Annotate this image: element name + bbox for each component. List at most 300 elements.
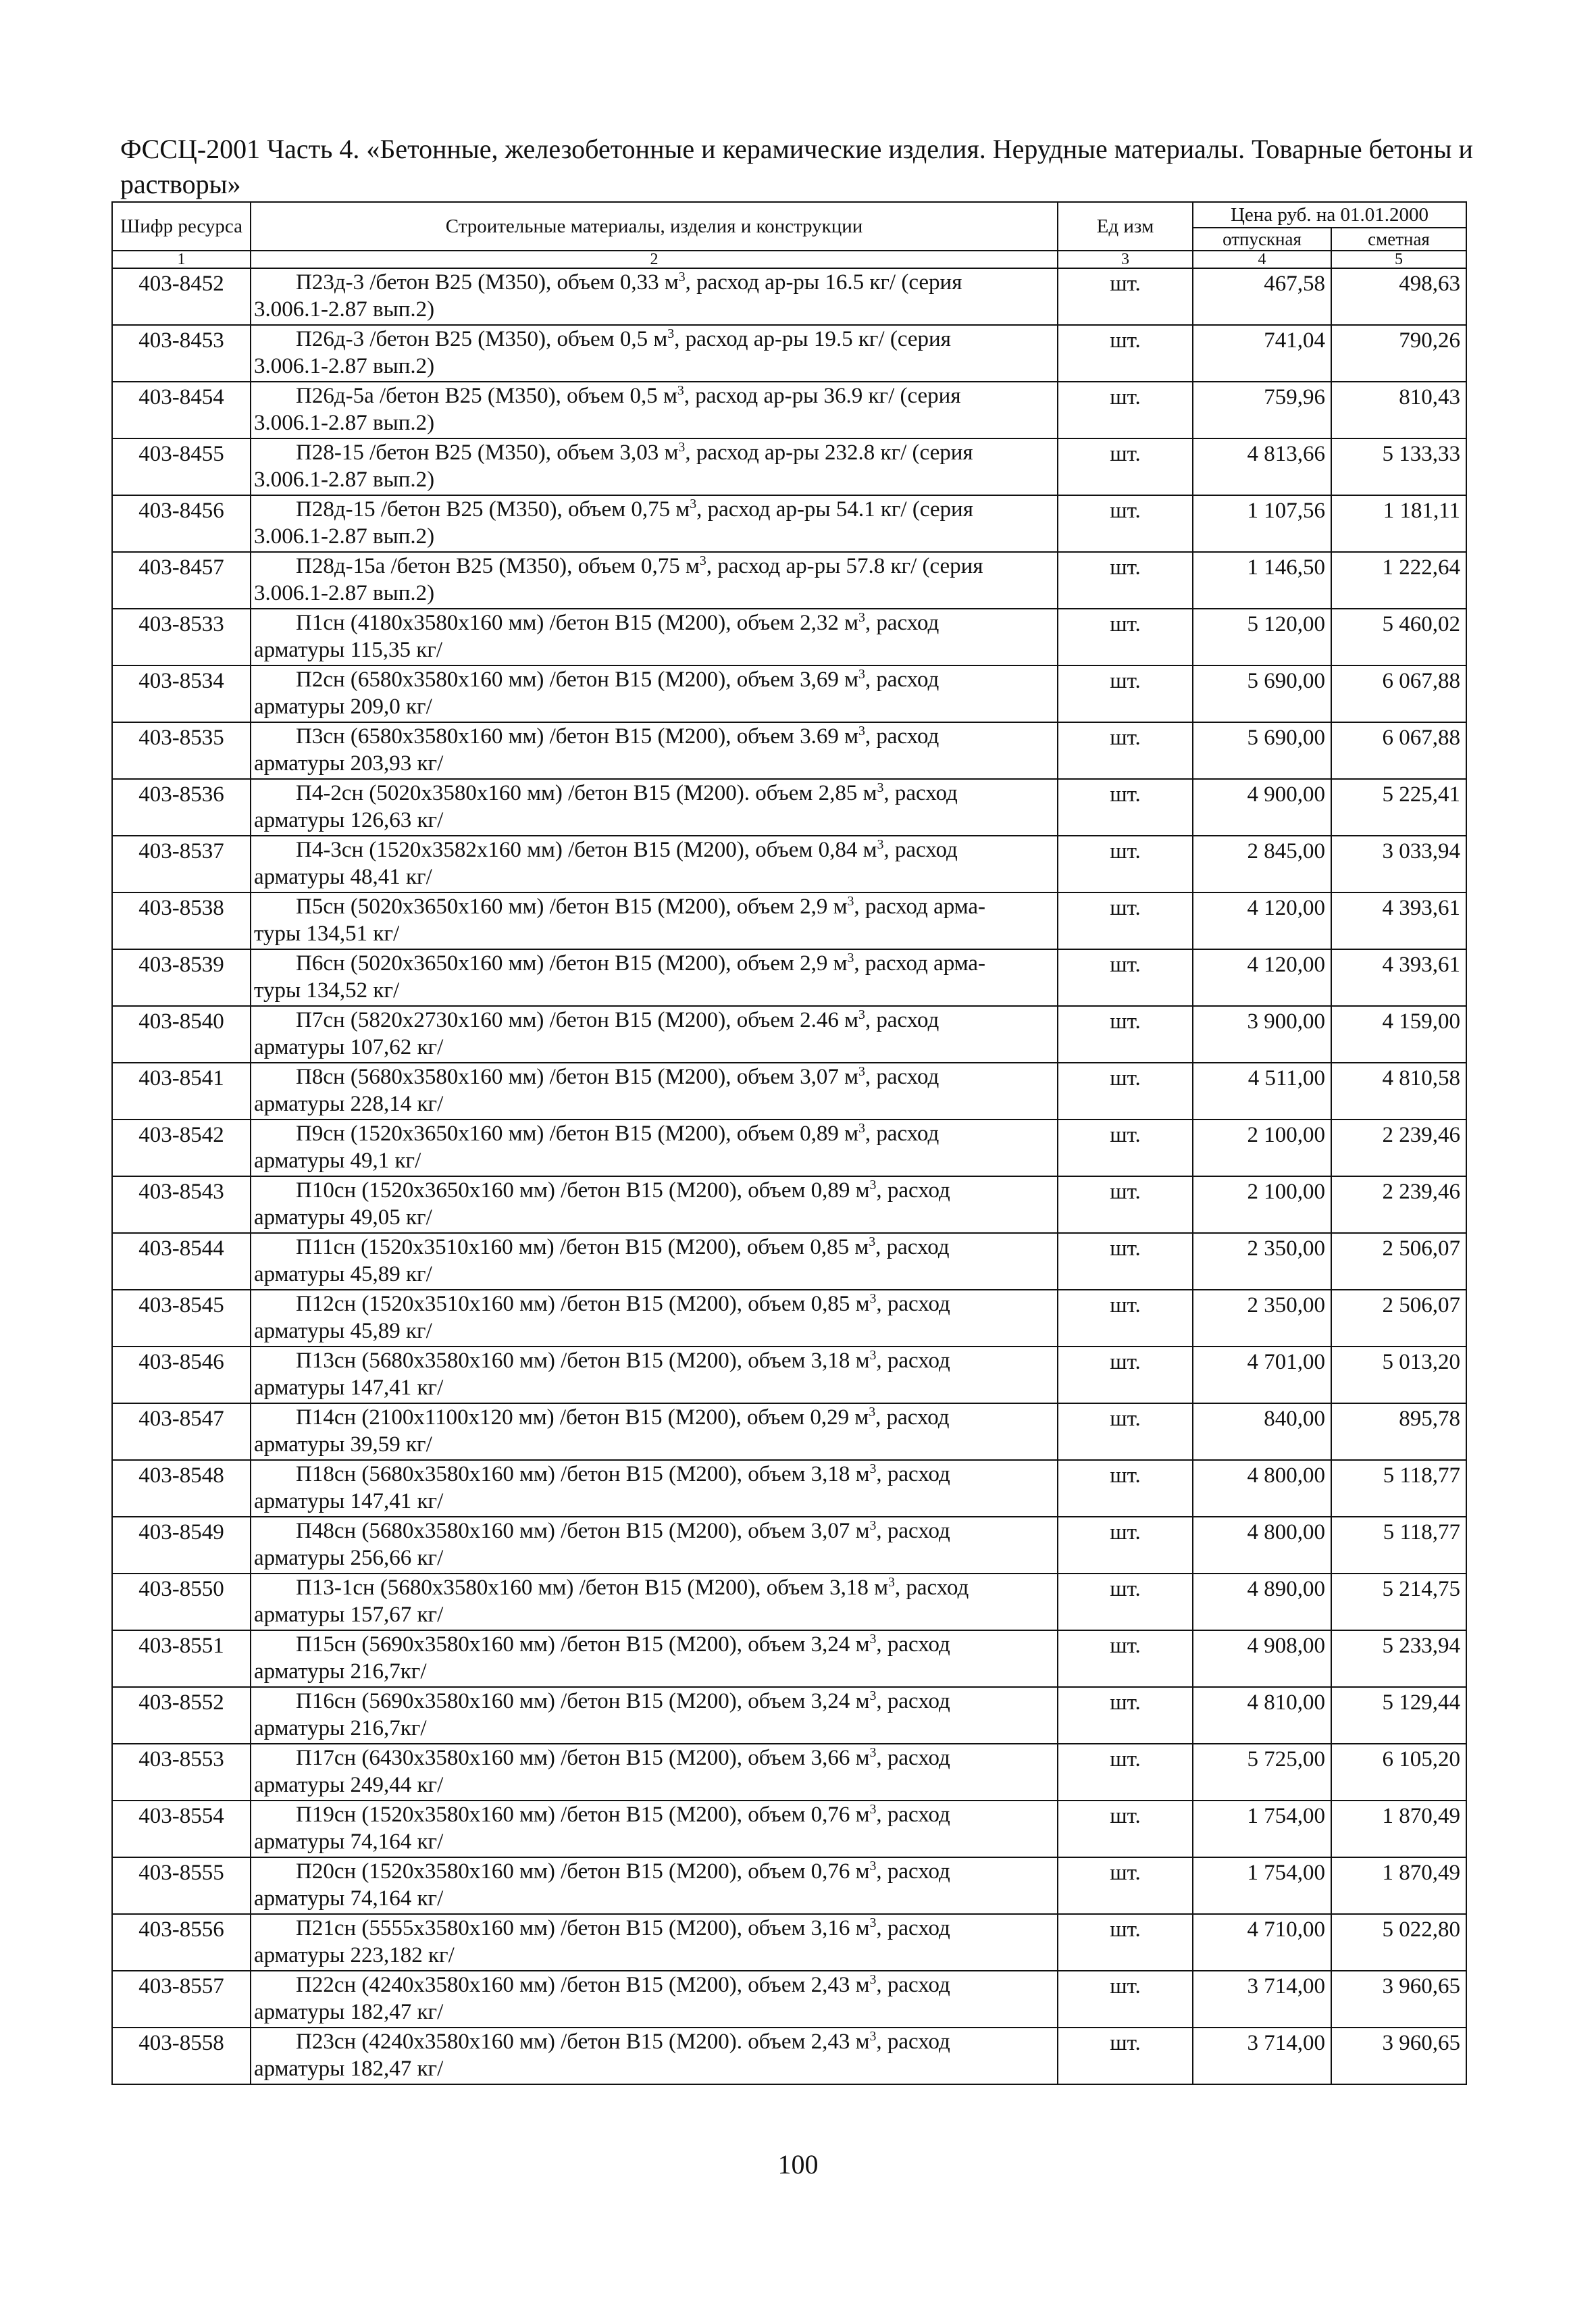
name-line1-tail: , расход bbox=[876, 2030, 950, 2054]
cell-name bbox=[251, 1120, 1058, 1176]
cell-name bbox=[251, 1176, 1058, 1233]
cell-name bbox=[251, 1063, 1058, 1120]
cell-code: 403-8534 bbox=[112, 665, 251, 722]
cell-code: 403-8550 bbox=[112, 1574, 251, 1630]
name-line2: арматуры 126,63 кг/ bbox=[254, 808, 444, 832]
table-header bbox=[112, 202, 1466, 268]
name-line2: арматуры 157,67 кг/ bbox=[254, 1603, 444, 1627]
name-line1-tail: , расход bbox=[876, 1973, 950, 1997]
cell-unit: шт. bbox=[1058, 325, 1193, 382]
unit-superscript: 3 bbox=[847, 951, 854, 965]
cell-name bbox=[251, 1744, 1058, 1801]
unit-superscript: 3 bbox=[869, 1234, 876, 1249]
cell-code: 403-8553 bbox=[112, 1744, 251, 1801]
cell-code: 403-8545 bbox=[112, 1290, 251, 1347]
name-line1-tail: , расход bbox=[865, 1122, 939, 1146]
price-table-container bbox=[111, 201, 1466, 2085]
cell-unit: шт. bbox=[1058, 495, 1193, 552]
name-line1-tail: , расход bbox=[876, 1519, 950, 1543]
unit-superscript: 3 bbox=[877, 837, 884, 852]
cell-price-estimate: 6 067,88 bbox=[1331, 665, 1466, 722]
cell-price-wholesale: 4 120,00 bbox=[1193, 949, 1331, 1006]
name-line2: арматуры 228,14 кг/ bbox=[254, 1092, 444, 1116]
name-line1-tail: , расход ар-ры 19.5 кг/ (серия bbox=[674, 327, 951, 351]
cell-name bbox=[251, 1290, 1058, 1347]
cell-price-estimate: 2 506,07 bbox=[1331, 1290, 1466, 1347]
table-row bbox=[112, 1120, 1466, 1176]
name-line2: 3.006.1-2.87 вып.2) bbox=[254, 581, 435, 605]
cell-code: 403-8551 bbox=[112, 1630, 251, 1687]
unit-superscript: 3 bbox=[699, 553, 706, 568]
cell-code: 403-8540 bbox=[112, 1006, 251, 1063]
cell-price-wholesale: 5 725,00 bbox=[1193, 1744, 1331, 1801]
name-line1: П28д-15а /бетон В25 (М350), объем 0,75 м bbox=[296, 554, 700, 578]
name-line1-tail: , расход ар-ры 36.9 кг/ (серия bbox=[684, 384, 961, 408]
header-line-2: растворы» bbox=[120, 169, 241, 199]
table-row bbox=[112, 495, 1466, 552]
column-number: 5 bbox=[1331, 251, 1466, 268]
cell-name bbox=[251, 552, 1058, 609]
name-line2: арматуры 107,62 кг/ bbox=[254, 1035, 444, 1059]
cell-name bbox=[251, 1857, 1058, 1914]
cell-price-wholesale: 4 810,00 bbox=[1193, 1687, 1331, 1744]
cell-unit: шт. bbox=[1058, 552, 1193, 609]
name-line1-tail: , расход bbox=[876, 1178, 950, 1203]
cell-price-estimate: 3 033,94 bbox=[1331, 836, 1466, 892]
name-line1: П8сн (5680x3580x160 мм) /бетон В15 (М200), объем 3,07 м bbox=[296, 1065, 858, 1089]
name-line2: арматуры 74,164 кг/ bbox=[254, 1830, 444, 1854]
cell-price-estimate: 1 870,49 bbox=[1331, 1857, 1466, 1914]
cell-price-estimate: 5 129,44 bbox=[1331, 1687, 1466, 1744]
cell-unit: шт. bbox=[1058, 1914, 1193, 1971]
cell-unit: шт. bbox=[1058, 1460, 1193, 1517]
cell-code: 403-8558 bbox=[112, 2028, 251, 2084]
cell-name bbox=[251, 1460, 1058, 1517]
name-line2: 3.006.1-2.87 вып.2) bbox=[254, 354, 435, 378]
table-row bbox=[112, 438, 1466, 495]
cell-code: 403-8548 bbox=[112, 1460, 251, 1517]
name-line1: П23сн (4240x3580x160 мм) /бетон В15 (М200). объем 2,43 м bbox=[296, 2030, 870, 2054]
unit-superscript: 3 bbox=[858, 1121, 865, 1136]
cell-price-estimate: 498,63 bbox=[1331, 268, 1466, 325]
cell-code: 403-8456 bbox=[112, 495, 251, 552]
cell-code: 403-8538 bbox=[112, 892, 251, 949]
name-line1: П10сн (1520x3650x160 мм) /бетон В15 (М200), объем 0,89 м bbox=[296, 1178, 870, 1203]
cell-price-wholesale: 2 100,00 bbox=[1193, 1120, 1331, 1176]
cell-name bbox=[251, 268, 1058, 325]
cell-price-wholesale: 2 100,00 bbox=[1193, 1176, 1331, 1233]
cell-price-estimate: 3 960,65 bbox=[1331, 2028, 1466, 2084]
name-line2: арматуры 115,35 кг/ bbox=[254, 638, 443, 662]
cell-price-estimate: 5 233,94 bbox=[1331, 1630, 1466, 1687]
unit-superscript: 3 bbox=[869, 1348, 877, 1363]
cell-name bbox=[251, 1517, 1058, 1574]
name-line1: П1сн (4180x3580x160 мм) /бетон В15 (М200), объем 2,32 м bbox=[296, 611, 858, 635]
name-line1-tail: , расход bbox=[865, 1065, 939, 1089]
table-row bbox=[112, 779, 1466, 836]
name-line1-tail: , расход bbox=[875, 1235, 950, 1259]
header-price-wholesale: отпускная bbox=[1193, 228, 1331, 251]
cell-name bbox=[251, 1801, 1058, 1857]
cell-price-estimate: 5 460,02 bbox=[1331, 609, 1466, 665]
cell-code: 403-8556 bbox=[112, 1914, 251, 1971]
cell-code: 403-8544 bbox=[112, 1233, 251, 1290]
table-row bbox=[112, 1517, 1466, 1574]
cell-unit: шт. bbox=[1058, 892, 1193, 949]
cell-price-estimate: 4 393,61 bbox=[1331, 949, 1466, 1006]
column-number: 2 bbox=[251, 251, 1058, 268]
cell-name bbox=[251, 1687, 1058, 1744]
name-line1-tail: , расход bbox=[883, 838, 958, 862]
table-row bbox=[112, 2028, 1466, 2084]
cell-unit: шт. bbox=[1058, 1063, 1193, 1120]
cell-unit: шт. bbox=[1058, 949, 1193, 1006]
unit-superscript: 3 bbox=[858, 667, 865, 682]
cell-price-estimate: 2 506,07 bbox=[1331, 1233, 1466, 1290]
unit-superscript: 3 bbox=[869, 1745, 877, 1760]
table-row bbox=[112, 325, 1466, 382]
cell-price-wholesale: 4 800,00 bbox=[1193, 1460, 1331, 1517]
cell-unit: шт. bbox=[1058, 268, 1193, 325]
cell-unit: шт. bbox=[1058, 438, 1193, 495]
cell-price-wholesale: 741,04 bbox=[1193, 325, 1331, 382]
table-row bbox=[112, 1857, 1466, 1914]
cell-unit: шт. bbox=[1058, 1801, 1193, 1857]
cell-price-estimate: 895,78 bbox=[1331, 1403, 1466, 1460]
cell-price-wholesale: 2 350,00 bbox=[1193, 1233, 1331, 1290]
name-line1: П19сн (1520x3580x160 мм) /бетон В15 (М200), объем 0,76 м bbox=[296, 1803, 870, 1827]
cell-unit: шт. bbox=[1058, 836, 1193, 892]
cell-unit: шт. bbox=[1058, 1630, 1193, 1687]
cell-price-wholesale: 840,00 bbox=[1193, 1403, 1331, 1460]
name-line1: П5сн (5020x3650x160 мм) /бетон В15 (М200), объем 2,9 м bbox=[296, 895, 848, 919]
cell-name bbox=[251, 779, 1058, 836]
name-line1-tail: , расход bbox=[876, 1462, 950, 1486]
cell-price-estimate: 5 214,75 bbox=[1331, 1574, 1466, 1630]
name-line1-tail: , расход bbox=[876, 1689, 950, 1713]
name-line2: 3.006.1-2.87 вып.2) bbox=[254, 468, 435, 492]
cell-code: 403-8555 bbox=[112, 1857, 251, 1914]
name-line1-tail: , расход bbox=[876, 1803, 950, 1827]
cell-name bbox=[251, 382, 1058, 438]
name-line2: арматуры 39,59 кг/ bbox=[254, 1432, 432, 1457]
unit-superscript: 3 bbox=[678, 270, 686, 284]
name-line2: арматуры 203,93 кг/ bbox=[254, 751, 444, 776]
name-line1: П13-1сн (5680x3580x160 мм) /бетон В15 (М200), объем 3,18 м bbox=[296, 1576, 888, 1600]
name-line1-tail: , расход ар-ры 54.1 кг/ (серия bbox=[696, 497, 973, 522]
cell-price-estimate: 1 222,64 bbox=[1331, 552, 1466, 609]
name-line1-tail: , расход bbox=[876, 1746, 950, 1770]
name-line1: П20сн (1520x3580x160 мм) /бетон В15 (М200), объем 0,76 м bbox=[296, 1859, 870, 1884]
cell-unit: шт. bbox=[1058, 1006, 1193, 1063]
name-line1: П15сн (5690x3580x160 мм) /бетон В15 (М200), объем 3,24 м bbox=[296, 1632, 870, 1657]
cell-price-estimate: 2 239,46 bbox=[1331, 1120, 1466, 1176]
cell-price-wholesale: 2 350,00 bbox=[1193, 1290, 1331, 1347]
cell-code: 403-8539 bbox=[112, 949, 251, 1006]
table-row bbox=[112, 552, 1466, 609]
cell-name bbox=[251, 836, 1058, 892]
cell-code: 403-8454 bbox=[112, 382, 251, 438]
unit-superscript: 3 bbox=[869, 1688, 877, 1703]
cell-code: 403-8452 bbox=[112, 268, 251, 325]
name-line1: П18сн (5680x3580x160 мм) /бетон В15 (М200), объем 3,18 м bbox=[296, 1462, 870, 1486]
name-line1: П9сн (1520x3650x160 мм) /бетон В15 (М200), объем 0,89 м bbox=[296, 1122, 858, 1146]
column-number: 3 bbox=[1058, 251, 1193, 268]
name-line1-tail: , расход bbox=[865, 668, 939, 692]
cell-name bbox=[251, 722, 1058, 779]
table-body bbox=[112, 268, 1466, 2084]
cell-unit: шт. bbox=[1058, 1120, 1193, 1176]
cell-price-estimate: 4 159,00 bbox=[1331, 1006, 1466, 1063]
cell-code: 403-8542 bbox=[112, 1120, 251, 1176]
cell-unit: шт. bbox=[1058, 722, 1193, 779]
table-row bbox=[112, 1233, 1466, 1290]
cell-code: 403-8537 bbox=[112, 836, 251, 892]
cell-unit: шт. bbox=[1058, 1233, 1193, 1290]
cell-code: 403-8552 bbox=[112, 1687, 251, 1744]
cell-code: 403-8536 bbox=[112, 779, 251, 836]
name-line1-tail: , расход bbox=[876, 1292, 950, 1316]
cell-price-wholesale: 5 120,00 bbox=[1193, 609, 1331, 665]
cell-unit: шт. bbox=[1058, 665, 1193, 722]
name-line1-tail: , расход bbox=[865, 724, 939, 749]
unit-superscript: 3 bbox=[869, 1461, 877, 1476]
cell-unit: шт. bbox=[1058, 609, 1193, 665]
table-row bbox=[112, 1347, 1466, 1403]
name-line2: арматуры 216,7кг/ bbox=[254, 1659, 427, 1684]
cell-price-wholesale: 4 710,00 bbox=[1193, 1914, 1331, 1971]
name-line2: арматуры 49,1 кг/ bbox=[254, 1149, 421, 1173]
table-row bbox=[112, 1630, 1466, 1687]
unit-superscript: 3 bbox=[858, 1064, 865, 1079]
name-line1: П3сн (6580x3580x160 мм) /бетон В15 (М200), объем 3.69 м bbox=[296, 724, 858, 749]
name-line1: П23д-3 /бетон В25 (М350), объем 0,33 м bbox=[296, 270, 679, 295]
cell-name bbox=[251, 1574, 1058, 1630]
cell-unit: шт. bbox=[1058, 1574, 1193, 1630]
name-line2: арматуры 182,47 кг/ bbox=[254, 2057, 444, 2081]
unit-superscript: 3 bbox=[677, 383, 684, 398]
name-line1: П26д-3 /бетон В25 (М350), объем 0,5 м bbox=[296, 327, 668, 351]
name-line1-tail: , расход bbox=[894, 1576, 969, 1600]
unit-superscript: 3 bbox=[869, 1518, 877, 1533]
cell-price-wholesale: 4 900,00 bbox=[1193, 779, 1331, 836]
unit-superscript: 3 bbox=[877, 780, 884, 795]
name-line2: арматуры 147,41 кг/ bbox=[254, 1489, 444, 1513]
cell-unit: шт. bbox=[1058, 779, 1193, 836]
unit-superscript: 3 bbox=[869, 1859, 877, 1873]
cell-name bbox=[251, 892, 1058, 949]
table-row bbox=[112, 1403, 1466, 1460]
table-row bbox=[112, 1176, 1466, 1233]
cell-name bbox=[251, 1630, 1058, 1687]
cell-name bbox=[251, 2028, 1058, 2084]
cell-unit: шт. bbox=[1058, 1290, 1193, 1347]
cell-unit: шт. bbox=[1058, 1744, 1193, 1801]
name-line2: арматуры 216,7кг/ bbox=[254, 1716, 427, 1740]
cell-price-wholesale: 1 754,00 bbox=[1193, 1857, 1331, 1914]
cell-price-estimate: 5 133,33 bbox=[1331, 438, 1466, 495]
name-line2: 3.006.1-2.87 вып.2) bbox=[254, 297, 435, 322]
cell-code: 403-8541 bbox=[112, 1063, 251, 1120]
unit-superscript: 3 bbox=[869, 1291, 877, 1306]
cell-price-wholesale: 4 120,00 bbox=[1193, 892, 1331, 949]
cell-unit: шт. bbox=[1058, 1347, 1193, 1403]
cell-price-wholesale: 759,96 bbox=[1193, 382, 1331, 438]
cell-code: 403-8535 bbox=[112, 722, 251, 779]
name-line1: П14сн (2100x1100x120 мм) /бетон В15 (М200), объем 0,29 м bbox=[296, 1405, 869, 1430]
name-line1: П4-2сн (5020x3580x160 мм) /бетон В15 (М200). объем 2,85 м bbox=[296, 781, 877, 805]
cell-price-estimate: 6 067,88 bbox=[1331, 722, 1466, 779]
name-line1: П12сн (1520x3510x160 мм) /бетон В15 (М200), объем 0,85 м bbox=[296, 1292, 870, 1316]
price-table bbox=[111, 201, 1467, 2085]
table-row bbox=[112, 836, 1466, 892]
unit-superscript: 3 bbox=[690, 497, 697, 511]
name-line1: П26д-5а /бетон В25 (М350), объем 0,5 м bbox=[296, 384, 677, 408]
name-line1-tail: , расход bbox=[875, 1405, 950, 1430]
cell-code: 403-8547 bbox=[112, 1403, 251, 1460]
name-line2: арматуры 49,05 кг/ bbox=[254, 1205, 432, 1230]
cell-code: 403-8543 bbox=[112, 1176, 251, 1233]
name-line1-tail: , расход арма- bbox=[854, 895, 986, 919]
cell-unit: шт. bbox=[1058, 1403, 1193, 1460]
cell-price-wholesale: 4 511,00 bbox=[1193, 1063, 1331, 1120]
name-line1: П4-3сн (1520x3582x160 мм) /бетон В15 (М200), объем 0,84 м bbox=[296, 838, 877, 862]
name-line2: арматуры 223,182 кг/ bbox=[254, 1943, 455, 1967]
name-line2: арматуры 74,164 кг/ bbox=[254, 1886, 444, 1911]
header-price: Цена руб. на 01.01.2000 bbox=[1193, 202, 1466, 228]
cell-price-wholesale: 4 908,00 bbox=[1193, 1630, 1331, 1687]
unit-superscript: 3 bbox=[869, 1178, 877, 1192]
name-line2: арматуры 45,89 кг/ bbox=[254, 1262, 432, 1286]
cell-price-estimate: 5 013,20 bbox=[1331, 1347, 1466, 1403]
table-row bbox=[112, 1687, 1466, 1744]
name-line1-tail: , расход арма- bbox=[854, 951, 986, 976]
header-price-estimate: сметная bbox=[1331, 228, 1466, 251]
document-header bbox=[120, 132, 1491, 202]
table-row bbox=[112, 1006, 1466, 1063]
unit-superscript: 3 bbox=[869, 2029, 877, 2044]
header-unit: Ед изм bbox=[1058, 202, 1193, 251]
cell-price-wholesale: 3 900,00 bbox=[1193, 1006, 1331, 1063]
cell-price-estimate: 1 181,11 bbox=[1331, 495, 1466, 552]
cell-price-estimate: 810,43 bbox=[1331, 382, 1466, 438]
cell-name bbox=[251, 1347, 1058, 1403]
cell-price-wholesale: 4 813,66 bbox=[1193, 438, 1331, 495]
cell-price-estimate: 5 225,41 bbox=[1331, 779, 1466, 836]
unit-superscript: 3 bbox=[858, 1007, 865, 1022]
name-line1: П22сн (4240x3580x160 мм) /бетон В15 (М200), объем 2,43 м bbox=[296, 1973, 870, 1997]
column-number: 4 bbox=[1193, 251, 1331, 268]
name-line2: арматуры 209,0 кг/ bbox=[254, 695, 432, 719]
cell-name bbox=[251, 438, 1058, 495]
cell-price-wholesale: 4 701,00 bbox=[1193, 1347, 1331, 1403]
name-line1-tail: , расход ар-ры 57.8 кг/ (серия bbox=[706, 554, 983, 578]
cell-price-wholesale: 2 845,00 bbox=[1193, 836, 1331, 892]
cell-price-wholesale: 5 690,00 bbox=[1193, 722, 1331, 779]
table-row bbox=[112, 268, 1466, 325]
cell-name bbox=[251, 325, 1058, 382]
header-line-1: ФССЦ-2001 Часть 4. «Бетонные, железобетонные и керамические изделия. Нерудные материалы. Товарные бетоны и bbox=[120, 134, 1473, 164]
column-number: 1 bbox=[112, 251, 251, 268]
name-line2: 3.006.1-2.87 вып.2) bbox=[254, 524, 435, 549]
name-line1: П28д-15 /бетон В25 (М350), объем 0,75 м bbox=[296, 497, 690, 522]
cell-unit: шт. bbox=[1058, 382, 1193, 438]
name-line1: П28-15 /бетон В25 (М350), объем 3,03 м bbox=[296, 441, 679, 465]
table-row bbox=[112, 382, 1466, 438]
cell-unit: шт. bbox=[1058, 1517, 1193, 1574]
cell-code: 403-8546 bbox=[112, 1347, 251, 1403]
unit-superscript: 3 bbox=[869, 1632, 877, 1646]
cell-name bbox=[251, 609, 1058, 665]
cell-price-estimate: 4 810,58 bbox=[1331, 1063, 1466, 1120]
name-line1: П17сн (6430x3580x160 мм) /бетон В15 (М200), объем 3,66 м bbox=[296, 1746, 870, 1770]
cell-price-wholesale: 4 890,00 bbox=[1193, 1574, 1331, 1630]
name-line1: П13сн (5680x3580x160 мм) /бетон В15 (М200), объем 3,18 м bbox=[296, 1349, 870, 1373]
table-row bbox=[112, 1290, 1466, 1347]
cell-price-estimate: 3 960,65 bbox=[1331, 1971, 1466, 2028]
cell-name bbox=[251, 1006, 1058, 1063]
name-line1-tail: , расход bbox=[876, 1859, 950, 1884]
unit-superscript: 3 bbox=[678, 440, 686, 455]
cell-price-wholesale: 3 714,00 bbox=[1193, 2028, 1331, 2084]
cell-name bbox=[251, 1971, 1058, 2028]
name-line1: П11сн (1520x3510x160 мм) /бетон В15 (М200), объем 0,85 м bbox=[296, 1235, 869, 1259]
cell-unit: шт. bbox=[1058, 1857, 1193, 1914]
unit-superscript: 3 bbox=[869, 1972, 877, 1987]
name-line2: арматуры 48,41 кг/ bbox=[254, 865, 432, 889]
cell-price-wholesale: 1 754,00 bbox=[1193, 1801, 1331, 1857]
name-line1-tail: , расход ар-ры 232.8 кг/ (серия bbox=[685, 441, 973, 465]
name-line2: туры 134,51 кг/ bbox=[254, 922, 400, 946]
cell-price-estimate: 1 870,49 bbox=[1331, 1801, 1466, 1857]
cell-name bbox=[251, 1233, 1058, 1290]
cell-price-wholesale: 5 690,00 bbox=[1193, 665, 1331, 722]
cell-price-estimate: 790,26 bbox=[1331, 325, 1466, 382]
cell-name bbox=[251, 495, 1058, 552]
unit-superscript: 3 bbox=[858, 610, 865, 625]
cell-price-estimate: 5 022,80 bbox=[1331, 1914, 1466, 1971]
name-line1-tail: , расход bbox=[876, 1916, 950, 1940]
table-row bbox=[112, 1914, 1466, 1971]
name-line2: арматуры 249,44 кг/ bbox=[254, 1773, 444, 1797]
name-line1: П6сн (5020x3650x160 мм) /бетон В15 (М200), объем 2,9 м bbox=[296, 951, 848, 976]
cell-price-estimate: 5 118,77 bbox=[1331, 1517, 1466, 1574]
cell-name bbox=[251, 1403, 1058, 1460]
cell-price-wholesale: 1 146,50 bbox=[1193, 552, 1331, 609]
unit-superscript: 3 bbox=[667, 326, 675, 341]
unit-superscript: 3 bbox=[847, 894, 854, 909]
table-row bbox=[112, 892, 1466, 949]
unit-superscript: 3 bbox=[869, 1802, 877, 1817]
name-line1: П48сн (5680x3580x160 мм) /бетон В15 (М200), объем 3,07 м bbox=[296, 1519, 870, 1543]
unit-superscript: 3 bbox=[869, 1915, 877, 1930]
name-line1-tail: , расход bbox=[865, 611, 939, 635]
cell-code: 403-8455 bbox=[112, 438, 251, 495]
table-row bbox=[112, 722, 1466, 779]
cell-unit: шт. bbox=[1058, 1971, 1193, 2028]
table-row bbox=[112, 1971, 1466, 2028]
name-line2: арматуры 256,66 кг/ bbox=[254, 1546, 444, 1570]
cell-price-wholesale: 467,58 bbox=[1193, 268, 1331, 325]
table-row bbox=[112, 1063, 1466, 1120]
cell-code: 403-8549 bbox=[112, 1517, 251, 1574]
name-line2: арматуры 147,41 кг/ bbox=[254, 1376, 444, 1400]
cell-name bbox=[251, 665, 1058, 722]
name-line1-tail: , расход bbox=[876, 1349, 950, 1373]
name-line2: туры 134,52 кг/ bbox=[254, 978, 400, 1003]
cell-price-wholesale: 4 800,00 bbox=[1193, 1517, 1331, 1574]
cell-code: 403-8554 bbox=[112, 1801, 251, 1857]
